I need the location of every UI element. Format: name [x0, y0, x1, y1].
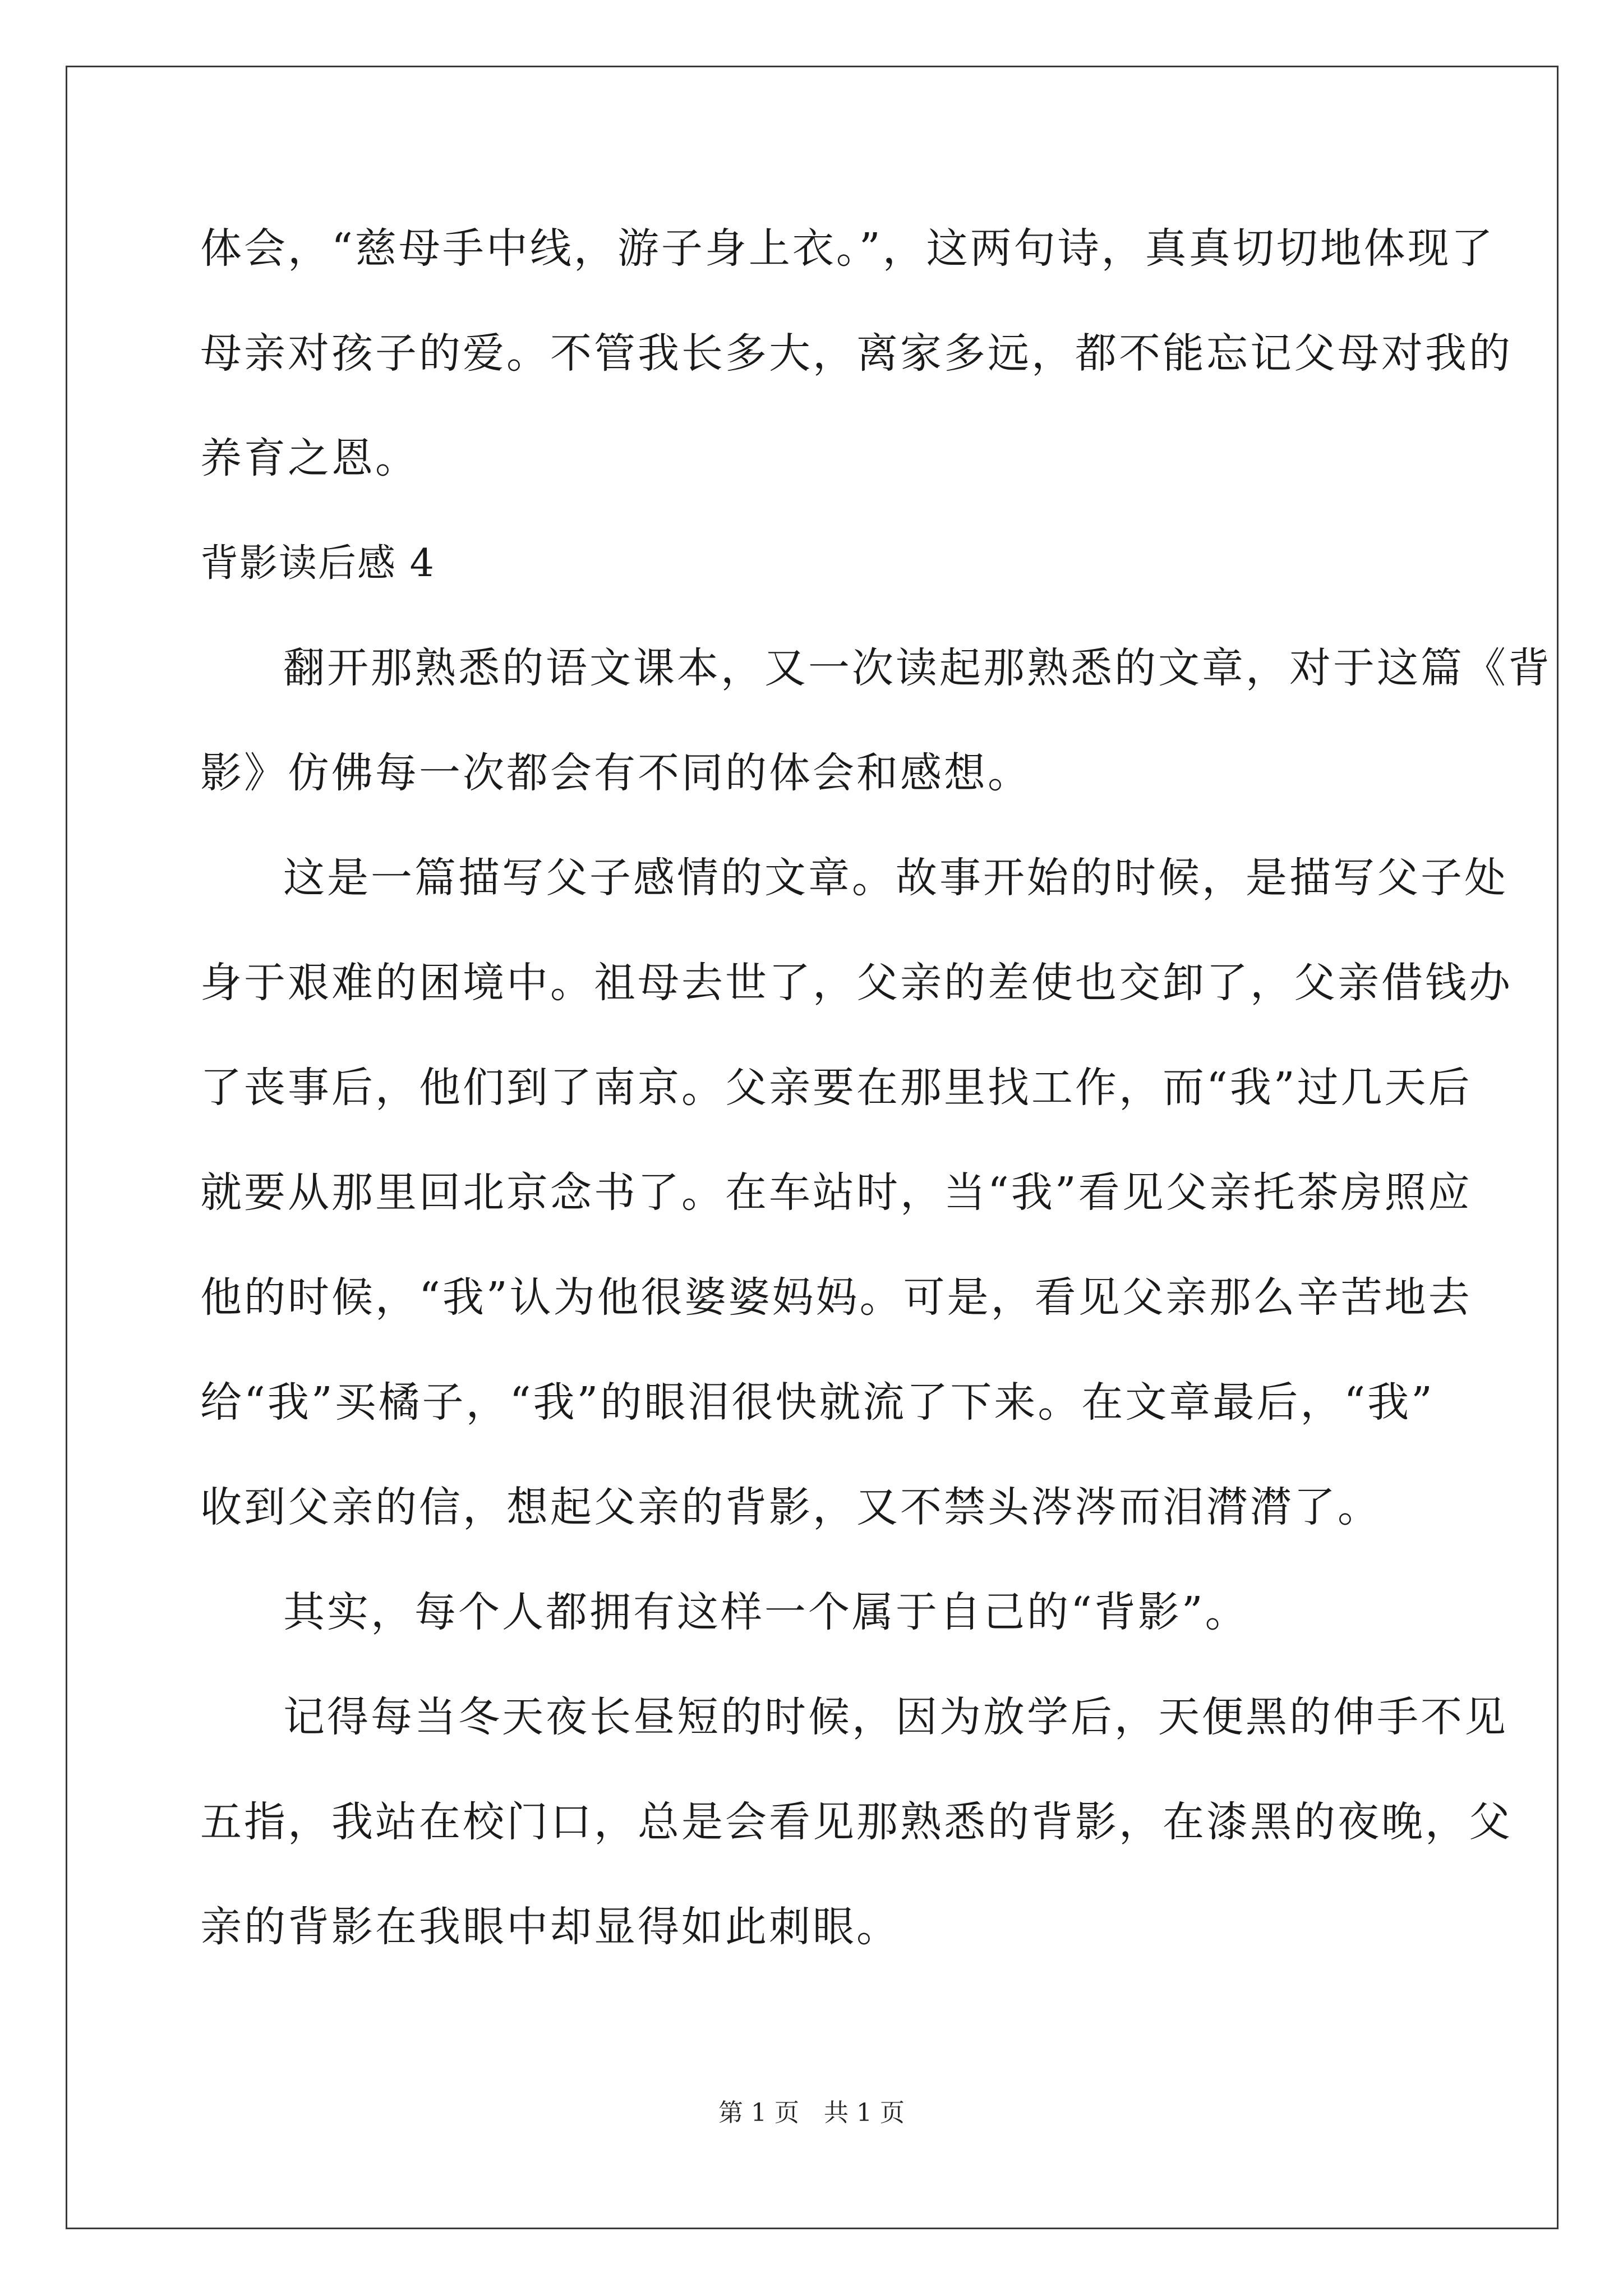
page-total: 共 1 页: [824, 2099, 905, 2127]
document-body: [200, 196, 1552, 1980]
text-line: 养育之恩。: [200, 434, 419, 482]
text-line: 他的时候，“我”认为他很婆婆妈妈。可是，看见父亲那么辛苦地去: [200, 1273, 1472, 1322]
paragraph-first-line: 其实，每个人都拥有这样一个属于自己的“背影”。: [283, 1588, 1249, 1636]
paragraph-first-line: 翻开那熟悉的语文课本，又一次读起那熟悉的文章，对于这篇《背: [283, 644, 1552, 692]
page-footer: [0, 2092, 1623, 2128]
text-line: 影》仿佛每一次都会有不同的体会和感想。: [200, 749, 1031, 797]
page-number: 第 1 页: [718, 2099, 799, 2127]
text-line: 就要从那里回北京念书了。在车站时，当“我”看见父亲托茶房照应: [200, 1168, 1472, 1217]
section-title: 背影读后感 4: [200, 541, 435, 586]
text-line: 给“我”买橘子，“我”的眼泪很快就流了下来。在文章最后，“我”: [200, 1378, 1435, 1427]
text-line: 五指，我站在校门口，总是会看见那熟悉的背影，在漆黑的夜晚，父: [200, 1798, 1513, 1846]
text-line: 母亲对孩子的爱。不管我长多大，离家多远，都不能忘记父母对我的: [200, 329, 1513, 378]
text-line: 身于艰难的困境中。祖母去世了，父亲的差使也交卸了，父亲借钱办: [200, 959, 1513, 1007]
text-line: 亲的背影在我眼中却显得如此刺眼。: [200, 1903, 900, 1951]
paragraph-first-line: 记得每当冬天夜长昼短的时候，因为放学后，天便黑的伸手不见: [283, 1693, 1508, 1741]
text-line: 体会，“慈母手中线，游子身上衣。”，这两句诗，真真切切地体现了: [200, 224, 1495, 273]
paragraph-first-line: 这是一篇描写父子感情的文章。故事开始的时候，是描写父子处: [283, 854, 1508, 902]
text-line: 收到父亲的信，想起父亲的背影，又不禁头涔涔而泪潸潸了。: [200, 1483, 1381, 1531]
text-line: 了丧事后，他们到了南京。父亲要在那里找工作，而“我”过几天后: [200, 1064, 1472, 1112]
